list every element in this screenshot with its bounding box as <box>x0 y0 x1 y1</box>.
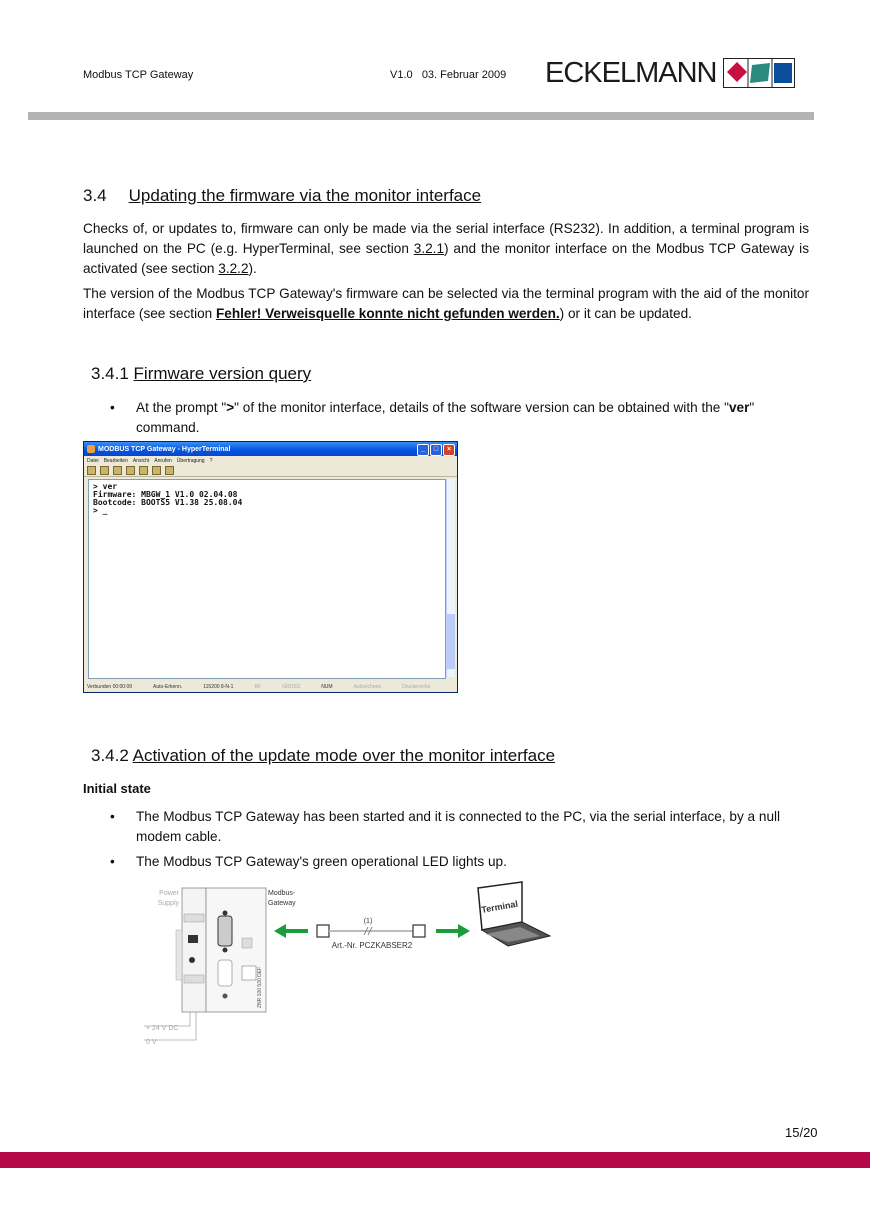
gateway-label: Modbus- <box>268 890 296 897</box>
link-section-3-2-2[interactable]: 3.2.2 <box>218 261 249 276</box>
bullet-text-a: At the prompt " <box>136 400 227 415</box>
receive-icon[interactable] <box>152 466 161 475</box>
header-rule <box>28 112 814 120</box>
subsection-2-number: 3.4.2 <box>91 746 129 765</box>
null-modem-cable <box>317 918 425 950</box>
modbus-gateway-device <box>206 888 266 1012</box>
arrow-to-terminal-icon <box>436 924 470 938</box>
link-section-3-2-1[interactable]: 3.2.1 <box>413 241 445 256</box>
gateway-label-2: Gateway <box>268 900 296 907</box>
page-number: 15/20 <box>785 1125 818 1140</box>
power-supply-device <box>176 888 206 1012</box>
window-statusbar <box>84 682 457 692</box>
status-gross: GROSS <box>282 684 301 690</box>
status-rf: RF <box>254 684 262 690</box>
window-toolbar <box>84 465 457 477</box>
laptop-icon <box>478 882 550 946</box>
send-icon[interactable] <box>139 466 148 475</box>
prompt-symbol: > <box>226 400 235 415</box>
header-title: Modbus TCP Gateway <box>83 69 194 81</box>
terminal-label: Terminal <box>480 898 519 915</box>
bullet-text: The Modbus TCP Gateway has been started and it is connected to the PC, via the serial interface, by a null modem cable. <box>136 809 781 844</box>
bullet-icon: • <box>110 854 115 869</box>
menu-bearbeiten[interactable]: Bearbeiten <box>103 457 128 464</box>
header-date: 03. Februar 2009 <box>421 69 507 81</box>
menu-ansicht[interactable]: Ansicht <box>132 457 150 464</box>
subsection-1-title: Firmware version query <box>133 364 312 383</box>
list-item <box>110 852 810 872</box>
power-supply-label: Power <box>159 890 179 897</box>
device-code-label: ZNR 100 530 DEF <box>257 966 263 1008</box>
supply-0v-label: 0 V <box>146 1039 157 1046</box>
arrow-to-gateway-icon <box>274 924 308 938</box>
bullet-text: The Modbus TCP Gateway's green operational LED lights up. <box>136 854 507 869</box>
terminal-scrollbar[interactable] <box>446 479 455 677</box>
window-titlebar <box>84 442 457 456</box>
logo-squares-icon <box>723 58 795 88</box>
p1-text-a: Checks of, or updates to, firmware can only be made via the serial interface (RS232). In addition, a terminal program is launched on the PC (e.g. HyperTerminal, see section <box>83 221 809 256</box>
subsection-2-title: Activation of the update mode over the monitor interface <box>132 746 556 765</box>
window-title: MODBUS TCP Gateway - HyperTerminal <box>98 445 231 453</box>
section-paragraph-2 <box>83 284 809 324</box>
subsection-1-heading <box>91 364 311 384</box>
logo-text: ECKELMANN <box>545 56 717 89</box>
status-record: Aufzeichnen <box>353 684 382 690</box>
list-item <box>110 807 810 847</box>
p1-text-c: ). <box>248 261 257 276</box>
terminal-text: > ver Firmware: MBGW_1 V1.0 02.04.08 Bootcode: BOOTS5 V1.38 25.08.04 > _ <box>93 482 243 515</box>
section-heading <box>83 186 481 206</box>
menu-uebertragung[interactable]: Übertragung <box>176 457 205 464</box>
initial-state-label: Initial state <box>83 781 151 796</box>
bullet-icon: • <box>110 400 115 415</box>
broken-reference-link[interactable]: Fehler! Verweisquelle konnte nicht gefunden werden. <box>215 306 560 321</box>
menu-anrufen[interactable]: Anrufen <box>154 457 172 464</box>
disconnect-icon[interactable] <box>126 466 135 475</box>
scrollbar-thumb[interactable] <box>447 614 455 669</box>
status-num: NUM <box>321 684 333 690</box>
p2-text-a: The version of the Modbus TCP Gateway's firmware can be selected via the terminal program with the aid of the monitor interface (see section <box>83 286 809 321</box>
window-menubar <box>84 456 457 465</box>
menu-help[interactable]: ? <box>209 457 213 464</box>
status-connected: Verbunden 00:00:09 <box>87 684 133 690</box>
power-supply-label-2: Supply <box>157 900 179 907</box>
p1-text-b: ) and the monitor interface on the Modbus TCP Gateway is activated (see section <box>83 241 809 276</box>
connect-icon[interactable] <box>113 466 122 475</box>
header-version-date <box>390 69 506 81</box>
supply-24v-label: + 24 V DC <box>146 1025 179 1032</box>
subsection-2-heading <box>91 746 555 766</box>
maximize-button[interactable]: □ <box>430 444 442 456</box>
cable-number-label: (1) <box>363 918 373 925</box>
command-ver: ver <box>728 400 750 415</box>
header-version: V1.0 <box>390 69 413 81</box>
cable-article-label: Art.-Nr. PCZKABSER2 <box>331 941 413 950</box>
section-number: 3.4 <box>83 186 107 205</box>
footer-rule <box>0 1152 870 1168</box>
properties-icon[interactable] <box>165 466 174 475</box>
status-autodetect: Auto-Erkenn. <box>153 684 183 690</box>
minimize-button[interactable]: _ <box>417 444 429 456</box>
section-title: Updating the firmware via the monitor interface <box>128 186 482 205</box>
bullet-icon: • <box>110 809 115 824</box>
open-icon[interactable] <box>100 466 109 475</box>
menu-datei[interactable]: Datei <box>87 457 99 464</box>
bullet-text-b: " of the monitor interface, details of the software version can be obtained with the " <box>234 400 729 415</box>
close-button[interactable]: × <box>443 444 455 456</box>
terminal-output[interactable] <box>88 479 446 679</box>
status-baud: 115200 8-N-1 <box>203 684 234 690</box>
subsection-1-number: 3.4.1 <box>91 364 129 383</box>
p2-text-b: ) or it can be updated. <box>559 306 692 321</box>
section-paragraph-1 <box>83 219 809 279</box>
hyperterminal-icon <box>87 445 95 453</box>
new-icon[interactable] <box>87 466 96 475</box>
bullet-text-c: " command. <box>136 400 755 435</box>
eckelmann-logo <box>545 56 795 90</box>
hyperterminal-window <box>83 441 458 693</box>
status-printecho: Druckerecho <box>402 684 431 690</box>
list-item <box>110 398 810 438</box>
connection-diagram <box>130 880 560 1055</box>
